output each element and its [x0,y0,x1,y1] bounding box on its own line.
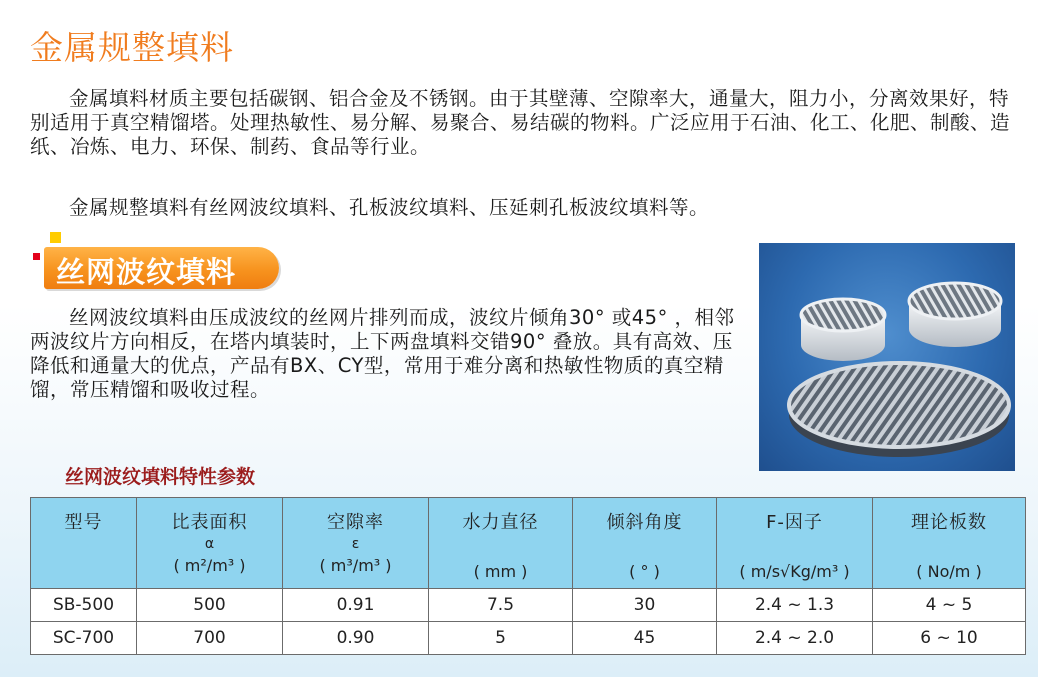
table-cell: SB-500 [31,589,137,622]
header-unit: ( No/m ) [916,562,982,581]
packing-illustration [759,243,1015,471]
product-photo [759,243,1015,471]
table-row [31,589,1026,622]
table-cell: 30 [573,589,717,622]
header-label: 水力直径 [462,512,539,533]
table-cell: SC-700 [31,622,137,655]
intro-paragraph: 金属填料材质主要包括碳钢、铝合金及不锈钢。由于其壁薄、空隙率大，通量大，阻力小，分离效果好，特别适用于真空精馏塔。处理热敏性、易分解、易聚合、易结碳的物料。广泛应用于石油、化工、化肥、制酸、造纸、冶炼、电力、环保、制药、食品等行业。 [30,87,1011,158]
table-cell: 6 ~ 10 [873,622,1026,655]
header-label: 比表面积 [171,512,248,533]
col-header-void-fraction [283,498,429,589]
table-header-row [31,498,1026,589]
col-header-hydraulic-diameter [429,498,573,589]
col-header-specific-area [137,498,283,589]
table-cell: 500 [137,589,283,622]
col-header-model [31,498,137,589]
header-unit: ( m³/m³ ) [319,556,392,575]
table-cell: 45 [573,622,717,655]
header-symbol: α [204,536,215,552]
table-cell: 0.91 [283,589,429,622]
header-label: 空隙率 [327,512,384,533]
header-label: F-因子 [766,512,823,533]
table-cell: 5 [429,622,573,655]
section-description: 丝网波纹填料由压成波纹的丝网片排列而成，波纹片倾角30° 或45° ，相邻两波纹片方向相反，在塔内填装时，上下两盘填料交错90° 叠放。具有高效、压降低和通量大的优点，产品有BX、CY型，常用于难分离和热敏性物质的真空精馏，常压精馏和吸收过程。 [30,306,735,401]
table-cell: 2.4 ~ 1.3 [717,589,873,622]
decor-square-red [33,253,40,260]
table-title: 丝网波纹填料特性参数 [65,466,256,488]
section-heading-badge [44,247,279,289]
col-header-f-factor [717,498,873,589]
header-label: 理论板数 [911,512,987,533]
intro-paragraph-types: 金属规整填料有丝网波纹填料、孔板波纹填料、压延刺孔板波纹填料等。 [69,196,710,219]
col-header-theoretical-plates [873,498,1026,589]
header-symbol: ε [351,536,360,552]
header-unit: ( ° ) [629,562,660,581]
specs-table [30,497,1026,655]
header-unit: ( mm ) [473,562,528,581]
col-header-inclination [573,498,717,589]
table-cell: 0.90 [283,622,429,655]
table-row [31,622,1026,655]
decor-square-yellow [50,232,61,243]
header-unit: ( m²/m³ ) [173,556,246,575]
section-heading: 丝网波纹填料 [56,255,237,289]
page-title: 金属规整填料 [30,28,234,67]
table-cell: 4 ~ 5 [873,589,1026,622]
table-cell: 700 [137,622,283,655]
header-label: 型号 [64,512,103,533]
table-cell: 7.5 [429,589,573,622]
header-unit: ( m/s√Kg/m³ ) [739,562,850,581]
table-cell: 2.4 ~ 2.0 [717,622,873,655]
header-label: 倾斜角度 [606,512,683,533]
